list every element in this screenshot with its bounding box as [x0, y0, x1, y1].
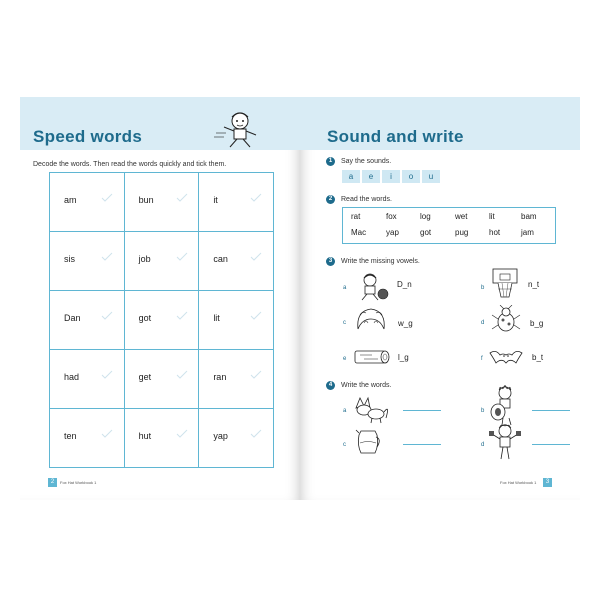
- tick-icon: [175, 310, 189, 322]
- item-letter: a: [343, 408, 347, 414]
- tick-icon: [175, 192, 189, 204]
- word-cell[interactable]: [124, 350, 199, 409]
- log-icon: [350, 345, 392, 369]
- question-text: Write the missing vowels.: [341, 258, 420, 265]
- tick-icon: [100, 251, 114, 263]
- word-label: Dan: [64, 313, 81, 323]
- item-letter: b: [481, 285, 485, 291]
- word-label: it: [213, 195, 218, 205]
- page-title: Sound and write: [327, 127, 464, 146]
- word-label: ten: [64, 431, 77, 441]
- question-number: 4: [326, 381, 335, 390]
- word-label: ran: [213, 372, 227, 382]
- read-word: lit: [489, 212, 495, 221]
- answer-line[interactable]: [403, 410, 441, 411]
- question-number: 3: [326, 257, 335, 266]
- missing-vowel-word[interactable]: n_t: [528, 280, 540, 289]
- word-cell[interactable]: [50, 173, 125, 232]
- tick-icon: [175, 369, 189, 381]
- sounds-row: [342, 170, 440, 183]
- tick-icon: [175, 251, 189, 263]
- tick-icon: [175, 428, 189, 440]
- word-label: get: [138, 372, 152, 382]
- item-letter: d: [481, 442, 485, 448]
- tick-icon: [249, 192, 263, 204]
- missing-vowel-word[interactable]: b_g: [530, 319, 544, 328]
- tick-icon: [249, 428, 263, 440]
- question-number: 2: [326, 195, 335, 204]
- word-cell[interactable]: [199, 173, 274, 232]
- word-label: had: [64, 372, 80, 382]
- question-text: Write the words.: [341, 382, 392, 389]
- answer-line[interactable]: [403, 444, 441, 445]
- sound-tile: o: [402, 170, 420, 183]
- page-number: 3: [543, 478, 552, 487]
- sound-tile: i: [382, 170, 400, 183]
- item-letter: b: [481, 408, 485, 414]
- answer-line[interactable]: [532, 444, 570, 445]
- boy-with-drum-icon: [488, 384, 522, 426]
- item-letter: c: [343, 442, 346, 448]
- word-cell[interactable]: [50, 291, 125, 350]
- bug-icon: [490, 305, 522, 335]
- missing-vowel-word[interactable]: l_g: [398, 353, 409, 362]
- read-word: log: [420, 212, 431, 221]
- read-word: hot: [489, 228, 501, 237]
- read-word: yap: [386, 228, 399, 237]
- word-label: yap: [213, 431, 228, 441]
- tick-icon: [249, 251, 263, 263]
- item-letter: d: [481, 320, 485, 326]
- question-text: Read the words.: [341, 196, 392, 203]
- read-word: wet: [455, 212, 468, 221]
- item-letter: e: [343, 356, 347, 362]
- tick-icon: [100, 428, 114, 440]
- left-page: [20, 97, 300, 500]
- read-word: got: [420, 228, 432, 237]
- basketball-net-icon: [490, 267, 520, 301]
- right-page: [300, 97, 580, 500]
- fox-icon: [350, 394, 390, 424]
- footer-text: Fox Hat Workbook 1: [60, 480, 97, 485]
- word-label: hut: [138, 431, 152, 441]
- tick-icon: [249, 310, 263, 322]
- read-word: jam: [521, 228, 534, 237]
- read-word: pug: [455, 228, 469, 237]
- question-text: Say the sounds.: [341, 158, 392, 165]
- wig-icon: [352, 305, 390, 335]
- word-cell[interactable]: [50, 409, 125, 468]
- speed-words-grid: [49, 172, 274, 468]
- missing-vowel-word[interactable]: b_t: [532, 353, 544, 362]
- tick-icon: [249, 369, 263, 381]
- word-cell[interactable]: [50, 232, 125, 291]
- sound-tile: u: [422, 170, 440, 183]
- word-label: am: [64, 195, 77, 205]
- word-label: job: [138, 254, 151, 264]
- word-cell[interactable]: [199, 409, 274, 468]
- sound-tile: a: [342, 170, 360, 183]
- word-cell[interactable]: [124, 409, 199, 468]
- read-word: Mac: [351, 228, 367, 237]
- tick-icon: [100, 192, 114, 204]
- boy-lifting-icon: [488, 422, 522, 462]
- footer-text: Fox Hat Workbook 1: [500, 480, 537, 485]
- word-cell[interactable]: [124, 232, 199, 291]
- sound-tile: e: [362, 170, 380, 183]
- answer-line[interactable]: [532, 410, 570, 411]
- boy-illustration-icon: [210, 107, 262, 149]
- word-cell[interactable]: [199, 350, 274, 409]
- word-cell[interactable]: [199, 291, 274, 350]
- read-word: fox: [386, 212, 397, 221]
- question-number: 1: [326, 157, 335, 166]
- word-label: got: [138, 313, 152, 323]
- jug-icon: [355, 427, 383, 457]
- word-label: can: [213, 254, 228, 264]
- item-letter: a: [343, 285, 347, 291]
- tick-icon: [100, 369, 114, 381]
- read-word: rat: [351, 212, 361, 221]
- boy-with-ball-icon: [350, 272, 392, 302]
- word-label: lit: [213, 313, 220, 323]
- word-cell[interactable]: [50, 350, 125, 409]
- workbook-spread: [20, 97, 580, 500]
- word-label: bun: [138, 195, 154, 205]
- word-cell[interactable]: [124, 173, 199, 232]
- word-cell[interactable]: [124, 291, 199, 350]
- bat-icon: [488, 347, 524, 367]
- item-letter: f: [481, 356, 483, 362]
- missing-vowel-word[interactable]: w_g: [398, 319, 413, 328]
- missing-vowel-word[interactable]: D_n: [397, 280, 412, 289]
- word-label: sis: [64, 254, 75, 264]
- instruction-text: Decode the words. Then read the words quickly and tick them.: [33, 161, 227, 168]
- page-title: Speed words: [33, 127, 143, 146]
- word-cell[interactable]: [199, 232, 274, 291]
- read-words-box: [342, 207, 556, 244]
- page-number: 2: [48, 478, 57, 487]
- read-word: bam: [521, 212, 537, 221]
- tick-icon: [100, 310, 114, 322]
- item-letter: c: [343, 320, 346, 326]
